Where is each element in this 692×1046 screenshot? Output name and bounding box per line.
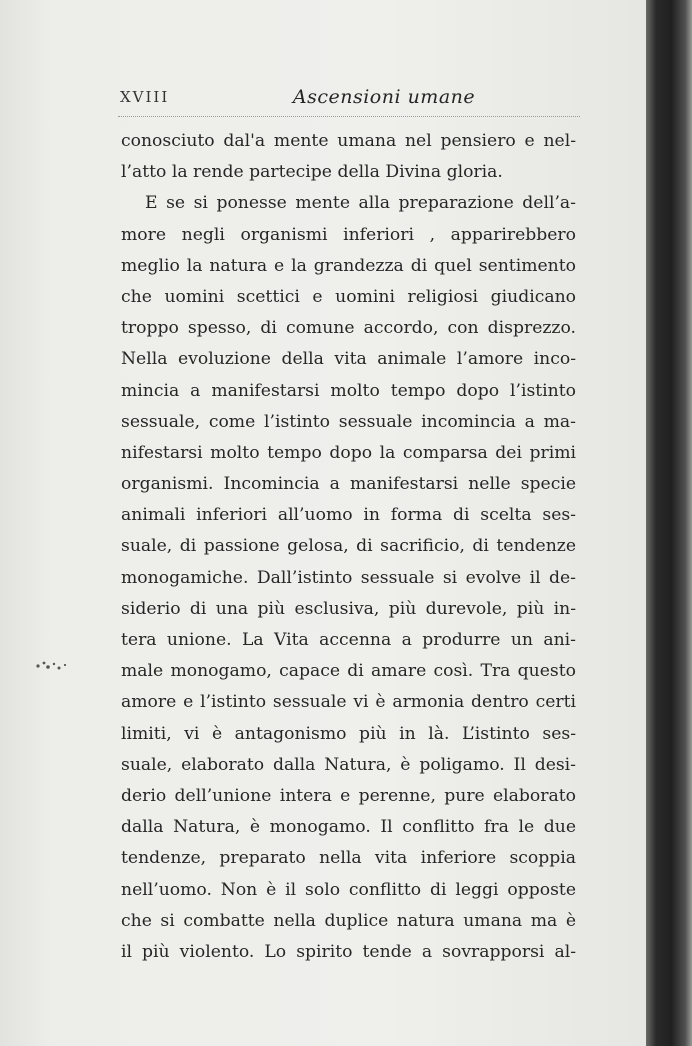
text-line: mincia a manifestarsi molto tempo dopo l’istinto bbox=[121, 380, 576, 401]
text-line: meglio la natura e la grandezza di quel sentimento bbox=[121, 255, 576, 276]
page-number: XVIII bbox=[120, 88, 170, 106]
text-line: male monogamo, capace di amare così. Tra questo bbox=[121, 661, 576, 682]
text-line: suale, di passione gelosa, di sacrificio, di tendenze bbox=[121, 536, 576, 557]
text-line: limiti, vi è antagonismo più in là. L’istinto ses- bbox=[121, 723, 576, 744]
text-line: che si combatte nella duplice natura umana ma è bbox=[121, 910, 576, 931]
text-line: animali inferiori all’uomo in forma di scelta ses- bbox=[121, 505, 576, 526]
text-line: sessuale, come l’istinto sessuale incomincia a ma- bbox=[121, 411, 576, 432]
text-line: conosciuto dal'a mente umana nel pensiero e nel- bbox=[121, 131, 576, 151]
text-line: nifestarsi molto tempo dopo la comparsa dei primi bbox=[121, 442, 576, 463]
text-line: che uomini scettici e uomini religiosi giudicano bbox=[121, 286, 576, 307]
text-line: monogamiche. Dall’istinto sessuale si evolve il de- bbox=[121, 567, 576, 588]
text-line: amore e l’istinto sessuale vi è armonia dentro certi bbox=[121, 692, 576, 713]
text-line: E se si ponesse mente alla preparazione dell’a- bbox=[145, 193, 576, 214]
text-line: nell’uomo. Non è il solo conflitto di leggi opposte bbox=[121, 879, 576, 900]
page-header bbox=[118, 80, 580, 117]
text-line: l’atto la rende partecipe della Divina gloria. bbox=[121, 162, 503, 183]
text-line: suale, elaborato dalla Natura, è poligamo. Il desi- bbox=[121, 754, 576, 775]
book-gutter bbox=[646, 0, 692, 1046]
text-line: il più violento. Lo spirito tende a sovrapporsi al- bbox=[121, 941, 576, 962]
text-line: siderio di una più esclusiva, più durevole, più in- bbox=[121, 598, 576, 619]
text-line: Nella evoluzione della vita animale l’amore inco- bbox=[121, 349, 576, 370]
text-line: more negli organismi inferiori , apparirebbero bbox=[121, 224, 576, 245]
text-line: troppo spesso, di comune accordo, con disprezzo. bbox=[121, 318, 576, 339]
body-text bbox=[121, 126, 576, 968]
running-title: Ascensioni umane bbox=[292, 86, 476, 108]
text-line: dalla Natura, è monogamo. Il conflitto fra le due bbox=[121, 817, 576, 838]
ink-smudge bbox=[32, 656, 74, 676]
text-line: derio dell’unione intera e perenne, pure elaborato bbox=[121, 785, 576, 806]
text-line: tera unione. La Vita accenna a produrre un ani- bbox=[121, 630, 576, 650]
text-line: tendenze, preparato nella vita inferiore scoppia bbox=[121, 848, 576, 869]
text-line: organismi. Incomincia a manifestarsi nelle specie bbox=[121, 474, 576, 495]
